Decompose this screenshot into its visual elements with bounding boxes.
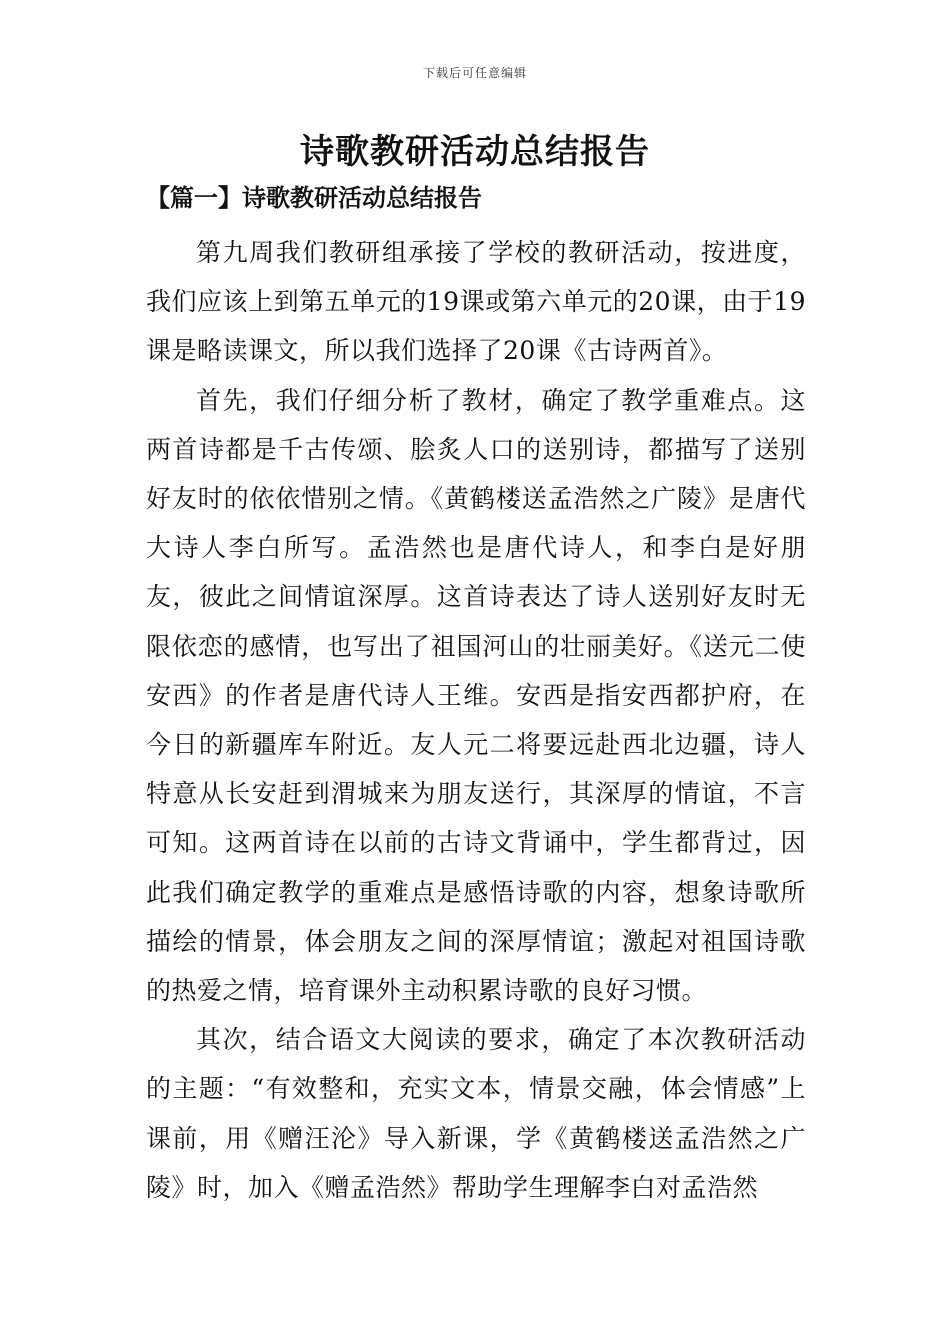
paragraph-1: 第九周我们教研组承接了学校的教研活动，按进度，我们应该上到第五单元的19课或第六单元的20课，由于19课是略读课文，所以我们选择了20课《古诗两首》。: [146, 238, 806, 366]
section-heading: 【篇一】诗歌教研活动总结报告: [146, 183, 482, 212]
paragraph-2: 首先，我们仔细分析了教材，确定了教学重难点。这两首诗都是千古传颂、脍炙人口的送别诗，都描写了送别好友时的依依惜别之情。《黄鹤楼送孟浩然之广陵》是唐代大诗人李白所写。孟浩然也是唐代诗人，和李白是好朋友，彼此之间情谊深厚。这首诗表达了诗人送别好友时无限依恋的感情，也写出了祖国河山的壮丽美好。《送元二使安西》的作者是唐代诗人王维。安西是指安西都护府，在今日的新疆库车附近。友人元二将要远赴西北边疆，诗人特意从长安赶到渭城来为朋友送行，其深厚的情谊，不言可知。这两首诗在以前的古诗文背诵中，学生都背过，因此我们确定教学的重难点是感悟诗歌的内容，想象诗歌所描绘的情景，体会朋友之间的深厚情谊；激起对祖国诗歌的热爱之情，培育课外主动积累诗歌的良好习惯。: [146, 385, 806, 1006]
header-note: 下载后可任意编辑: [422, 66, 527, 80]
body-text: [146, 228, 806, 1212]
page-title: 诗歌教研活动总结报告: [300, 132, 650, 172]
paragraph-3: 其次，结合语文大阅读的要求，确定了本次教研活动的主题：“有效整和，充实文本，情景交融，体会情感”上课前，用《赠汪沦》导入新课，学《黄鹤楼送孟浩然之广陵》时，加入《赠孟浩然》帮助学生理解李白对孟浩然: [146, 1025, 806, 1202]
